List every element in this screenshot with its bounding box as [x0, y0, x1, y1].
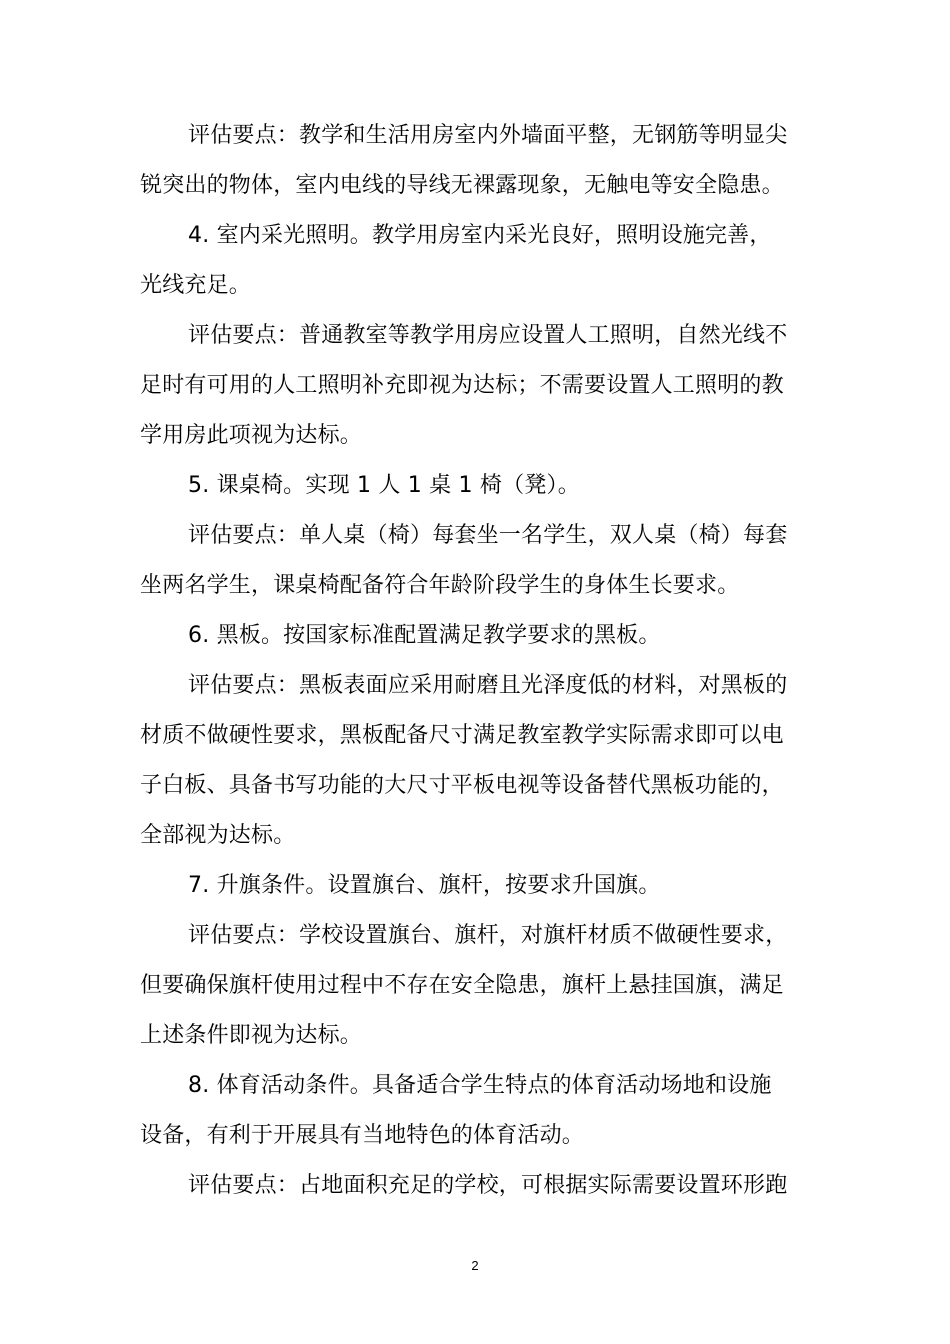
page-number: 2: [471, 1258, 479, 1273]
paragraph-line: 学用房此项视为达标。: [140, 423, 363, 448]
paragraph-line: 评估要点：单人桌（椅）每套坐一名学生，双人桌（椅）每套: [188, 523, 788, 548]
paragraph-line: 上述条件即视为达标。: [140, 1023, 363, 1048]
paragraph-line: 评估要点：学校设置旗台、旗杆，对旗杆材质不做硬性要求，: [188, 923, 788, 948]
paragraph-line: 评估要点：占地面积充足的学校，可根据实际需要设置环形跑: [188, 1173, 788, 1198]
paragraph-line: 评估要点：普通教室等教学用房应设置人工照明，自然光线不: [188, 323, 788, 348]
paragraph-line: 锐突出的物体，室内电线的导线无裸露现象，无触电等安全隐患。: [140, 173, 784, 198]
paragraph-line: 坐两名学生，课桌椅配备符合年龄阶段学生的身体生长要求。: [140, 573, 740, 598]
paragraph-line: 材质不做硬性要求，黑板配备尺寸满足教室教学实际需求即可以电: [140, 723, 784, 748]
section-heading-4: 4. 室内采光照明。教学用房室内采光良好，照明设施完善，: [188, 223, 772, 248]
paragraph-line: 足时有可用的人工照明补充即视为达标；不需要设置人工照明的教: [140, 373, 784, 398]
section-heading-8: 8. 体育活动条件。具备适合学生特点的体育活动场地和设施: [188, 1073, 772, 1098]
section-heading-7: 7. 升旗条件。设置旗台、旗杆，按要求升国旗。: [188, 873, 661, 898]
paragraph-line: 评估要点：黑板表面应采用耐磨且光泽度低的材料，对黑板的: [188, 673, 788, 698]
section-heading-5: 5. 课桌椅。实现 1 人 1 桌 1 椅（凳）。: [188, 473, 580, 498]
paragraph-line: 评估要点：教学和生活用房室内外墙面平整，无钢筋等明显尖: [188, 123, 788, 148]
section-heading-6: 6. 黑板。按国家标准配置满足教学要求的黑板。: [188, 623, 661, 648]
paragraph-line: 设备，有利于开展具有当地特色的体育活动。: [140, 1123, 585, 1148]
paragraph-line: 子白板、具备书写功能的大尺寸平板电视等设备替代黑板功能的，: [140, 773, 784, 798]
paragraph-line: 光线充足。: [140, 273, 252, 298]
paragraph-line: 但要确保旗杆使用过程中不存在安全隐患，旗杆上悬挂国旗，满足: [140, 973, 784, 998]
paragraph-line: 全部视为达标。: [140, 823, 296, 848]
